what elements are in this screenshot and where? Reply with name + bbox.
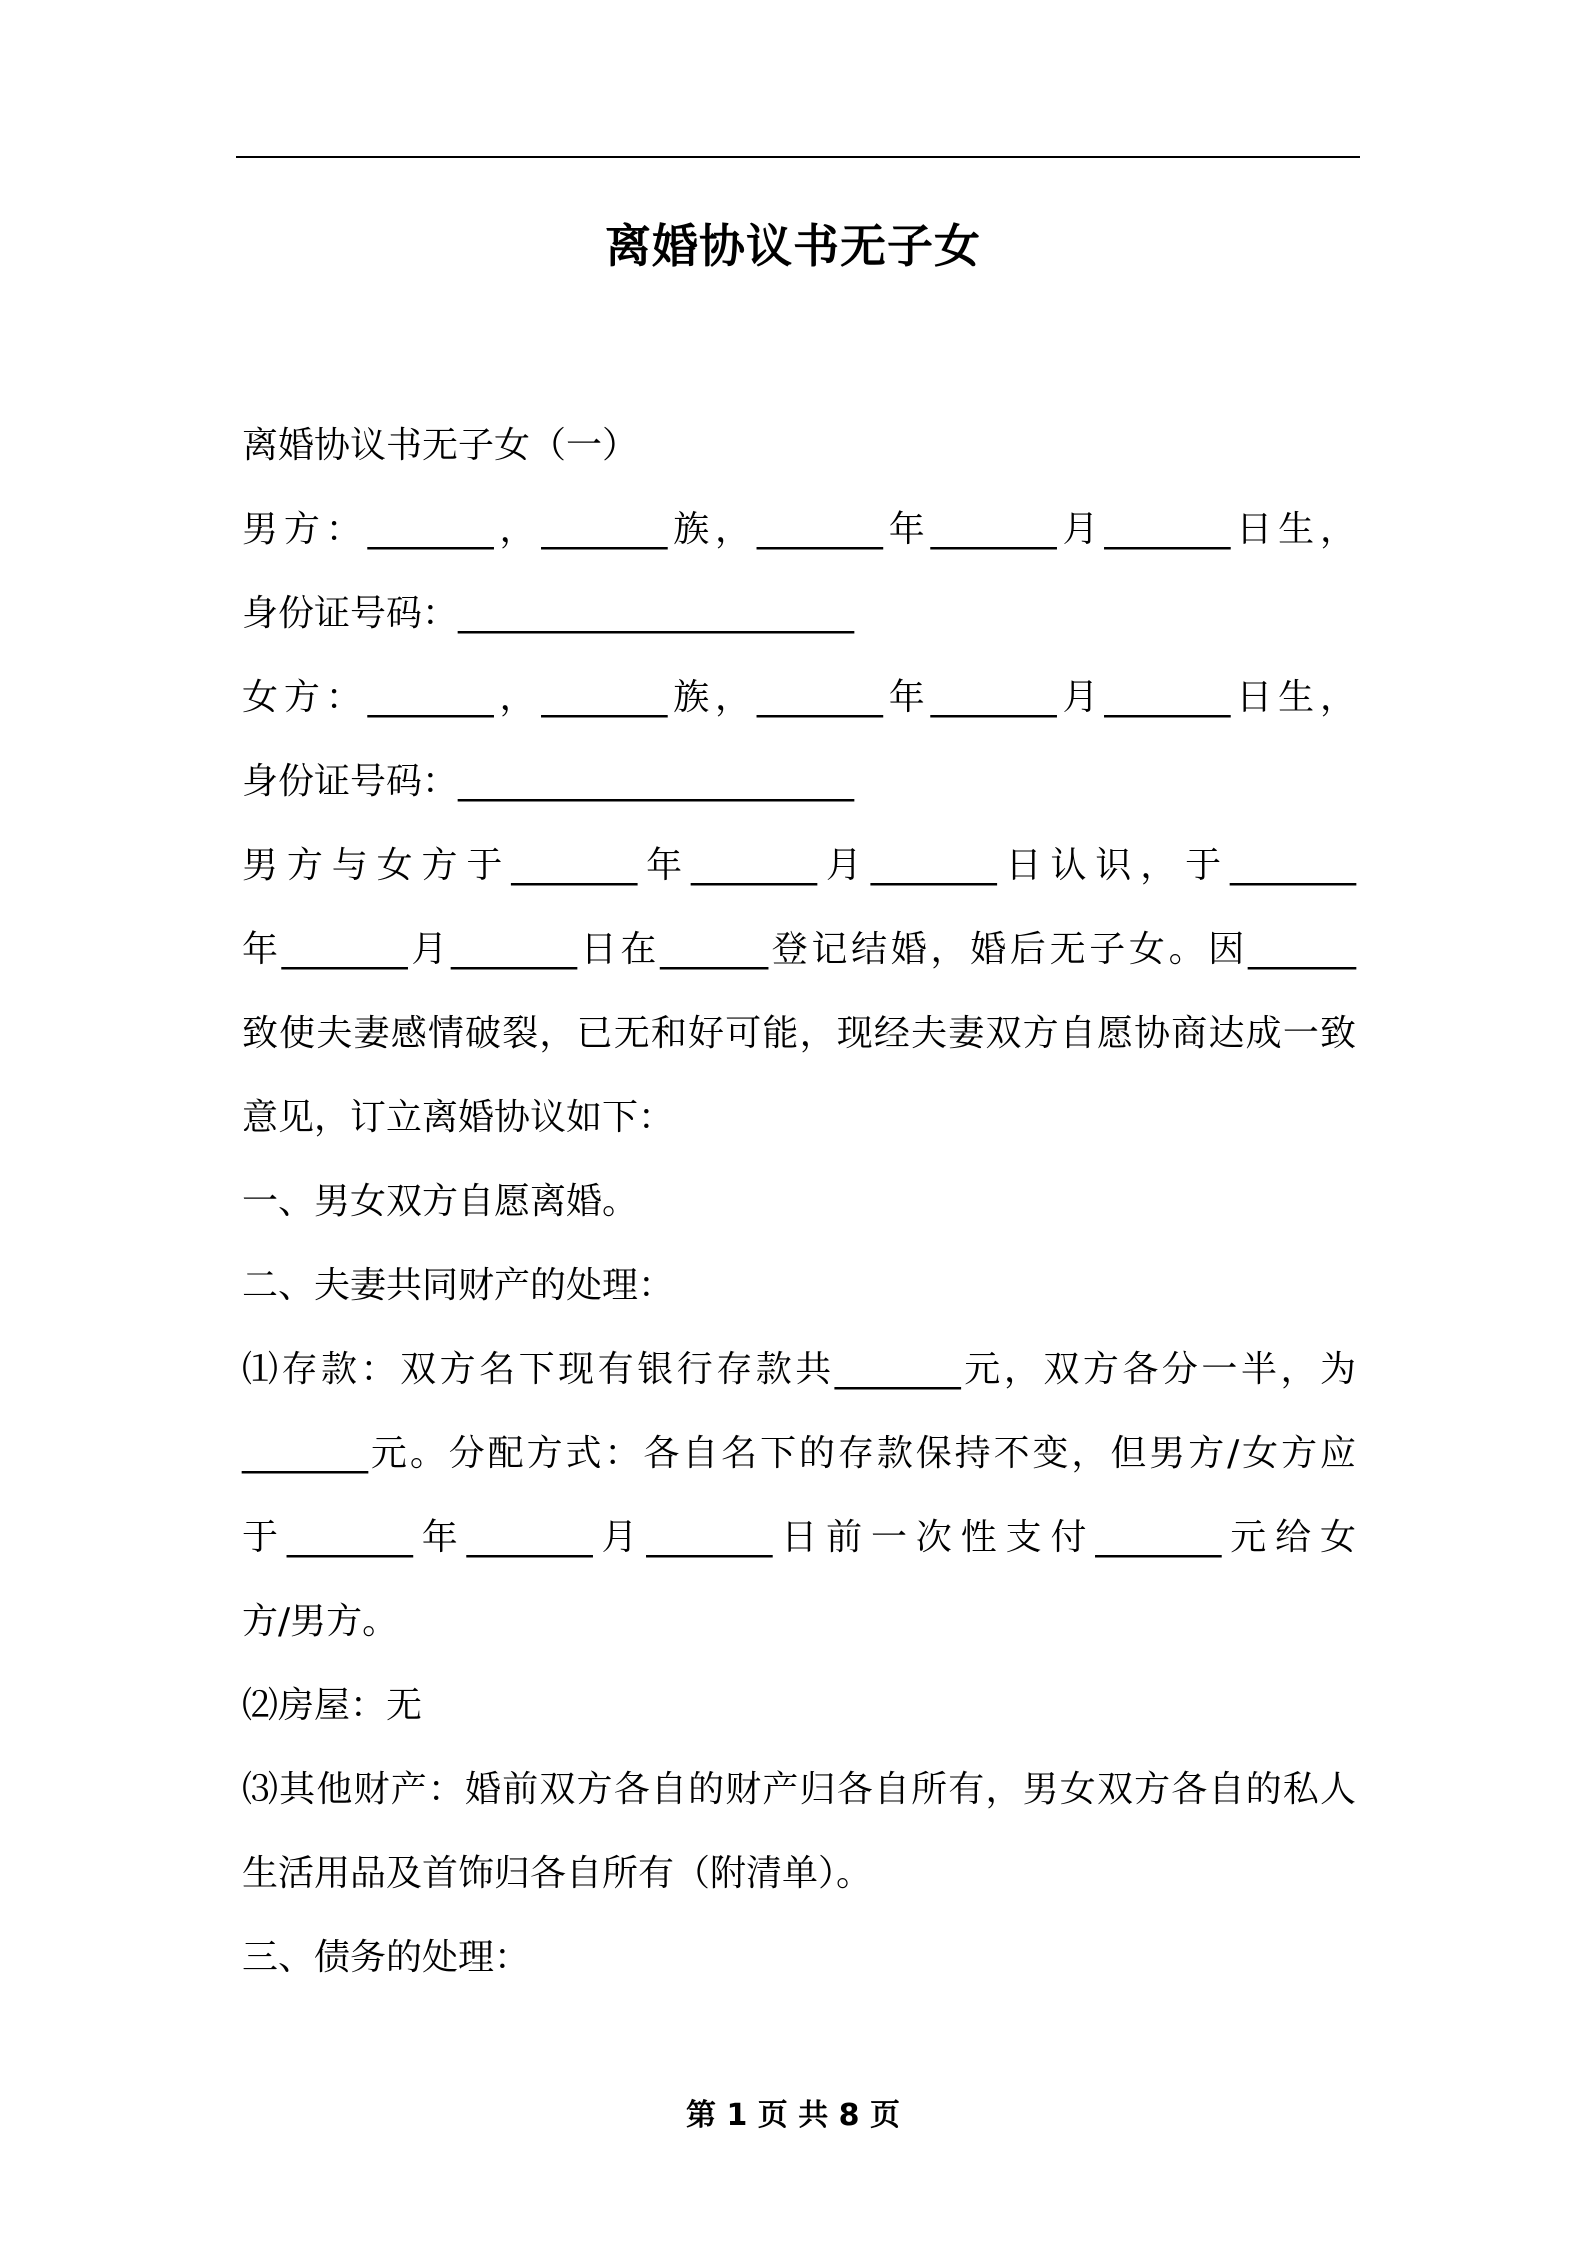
paragraph-line: 身份证号码：______________________ [242,761,855,802]
paragraph-line: 生活用品及首饰归各自所有（附清单）。 [242,1853,873,1894]
paragraph-line: 女方：_______，_______族，_______年_______月_______日生， [242,677,1356,718]
document-body [242,404,1356,2000]
paragraph-line: 男方与女方于_______年_______月_______日认识，于_______ [242,845,1356,886]
clause-heading: 一、男女双方自愿离婚。 [242,1181,639,1222]
document-title: 离婚协议书无子女 [605,219,981,273]
paragraph-line: 年_______月_______日在______登记结婚，婚后无子女。因______ [242,929,1356,970]
header-rule [236,156,1360,158]
paragraph-line: 方/男方。 [242,1601,399,1642]
paragraph-line: 于_______年_______月_______日前一次性支付_______元给女 [242,1517,1356,1558]
clause-heading: 二、夫妻共同财产的处理： [242,1265,675,1306]
clause-heading: 三、债务的处理： [242,1937,531,1978]
paragraph-line: _______元。分配方式：各自名下的存款保持不变，但男方/女方应 [242,1433,1356,1474]
paragraph-line: ⑶其他财产：婚前双方各自的财产归各自所有，男女双方各自的私人 [242,1769,1356,1810]
page-footer: 第 1 页 共 8 页 [686,2098,900,2133]
paragraph-line: 致使夫妻感情破裂，已无和好可能，现经夫妻双方自愿协商达成一致 [242,1013,1356,1054]
paragraph-line: 男方：_______，_______族，_______年_______月_______日生， [242,509,1356,550]
paragraph-line: ⑴存款：双方名下现有银行存款共_______元，双方各分一半，为 [242,1349,1356,1390]
paragraph-line: ⑵房屋：无 [242,1685,423,1726]
paragraph-line: 意见，订立离婚协议如下： [242,1097,675,1138]
paragraph-line: 身份证号码：______________________ [242,593,855,634]
section-heading: 离婚协议书无子女（一） [242,425,639,466]
